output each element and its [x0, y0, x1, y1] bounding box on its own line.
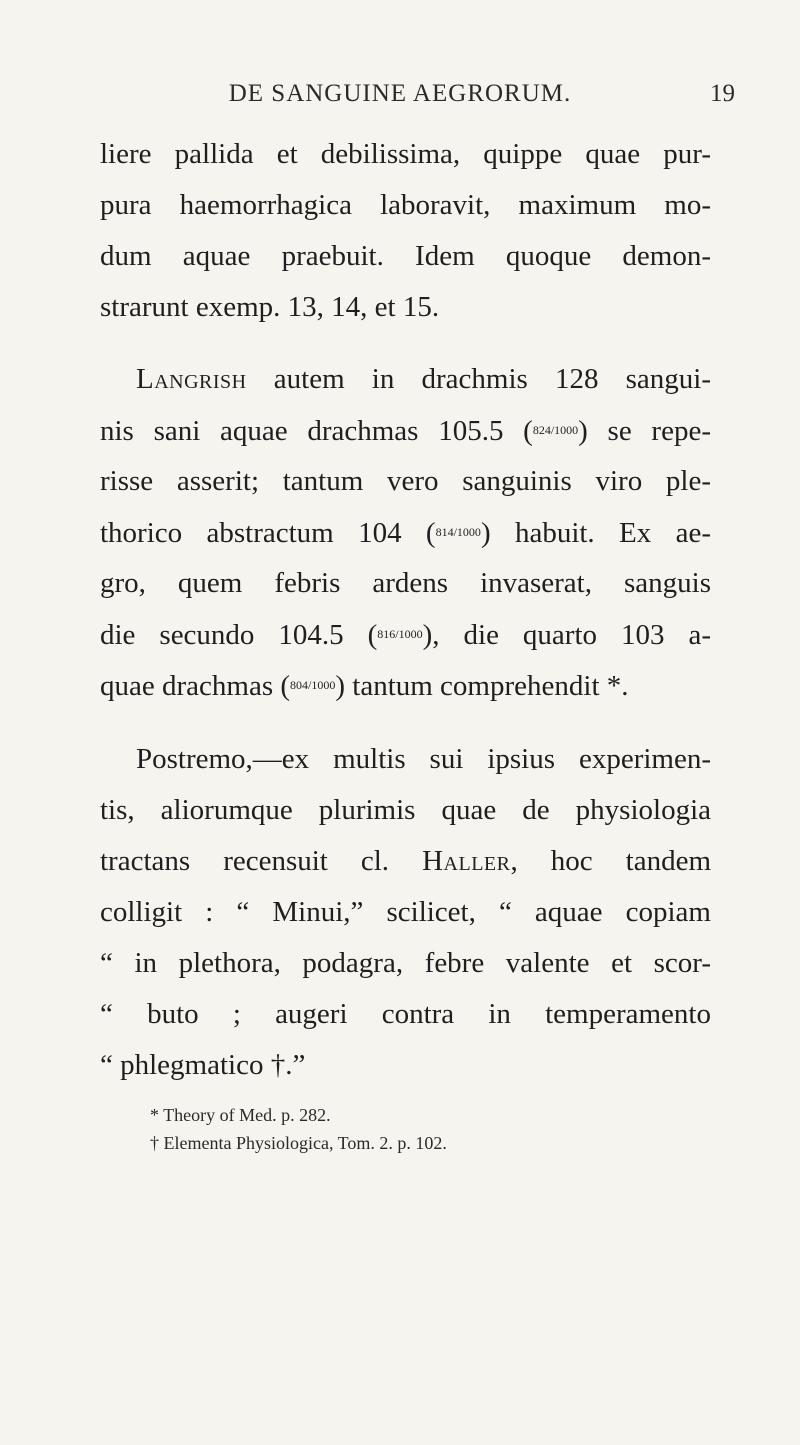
fraction: 804/1000 — [290, 678, 336, 692]
text-line: Postremo,—ex multis sui ipsius experimen- — [136, 743, 711, 775]
text-line: colligit : “ Minui,” scilicet, “ aquae copiam — [100, 896, 711, 928]
footnote: * Theory of Med. p. 282. — [150, 1105, 331, 1125]
fraction: 824/1000 — [532, 423, 579, 437]
text-line: risse asserit; tantum vero sanguinis viro ple- — [100, 465, 711, 497]
text-line: die secundo 104.5 (816/1000), die quarto 103 a- — [100, 619, 711, 651]
text-line: strarunt exemp. 13, 14, et 15. — [100, 291, 440, 323]
text-line: quae drachmas (804/1000) tantum comprehendit *. — [100, 670, 629, 702]
text-line: “ in plethora, podagra, febre valente et scor- — [100, 947, 711, 979]
text-line: pura haemorrhagica laboravit, maximum mo- — [100, 189, 711, 221]
text-line: liere pallida et debilissima, quippe quae pur- — [100, 138, 711, 170]
text-line: tractans recensuit cl. Haller, hoc tandem — [100, 845, 712, 877]
text-line: thorico abstractum 104 (814/1000) habuit. Ex ae- — [100, 517, 711, 549]
text-line: nis sani aquae drachmas 105.5 (824/1000) se repe- — [100, 415, 711, 447]
text-line: “ phlegmatico †.” — [100, 1049, 306, 1081]
fraction: 814/1000 — [435, 525, 481, 539]
text-line: tis, aliorumque plurimis quae de physiologia — [100, 794, 711, 826]
running-title: DE SANGUINE AEGRORUM. — [228, 80, 572, 107]
text-line: gro, quem febris ardens invaserat, sanguis — [100, 567, 711, 599]
author-name: Haller — [422, 845, 511, 877]
text-line: Langrish autem in drachmis 128 sangui- — [136, 363, 711, 395]
footnote: † Elementa Physiologica, Tom. 2. p. 102. — [150, 1133, 447, 1153]
text-line: dum aquae praebuit. Idem quoque demon- — [100, 240, 711, 272]
fraction: 816/1000 — [377, 627, 423, 641]
author-name: Langrish — [136, 363, 247, 395]
page-number: 19 — [710, 80, 735, 107]
text-line: “ buto ; augeri contra in temperamento — [100, 998, 711, 1030]
